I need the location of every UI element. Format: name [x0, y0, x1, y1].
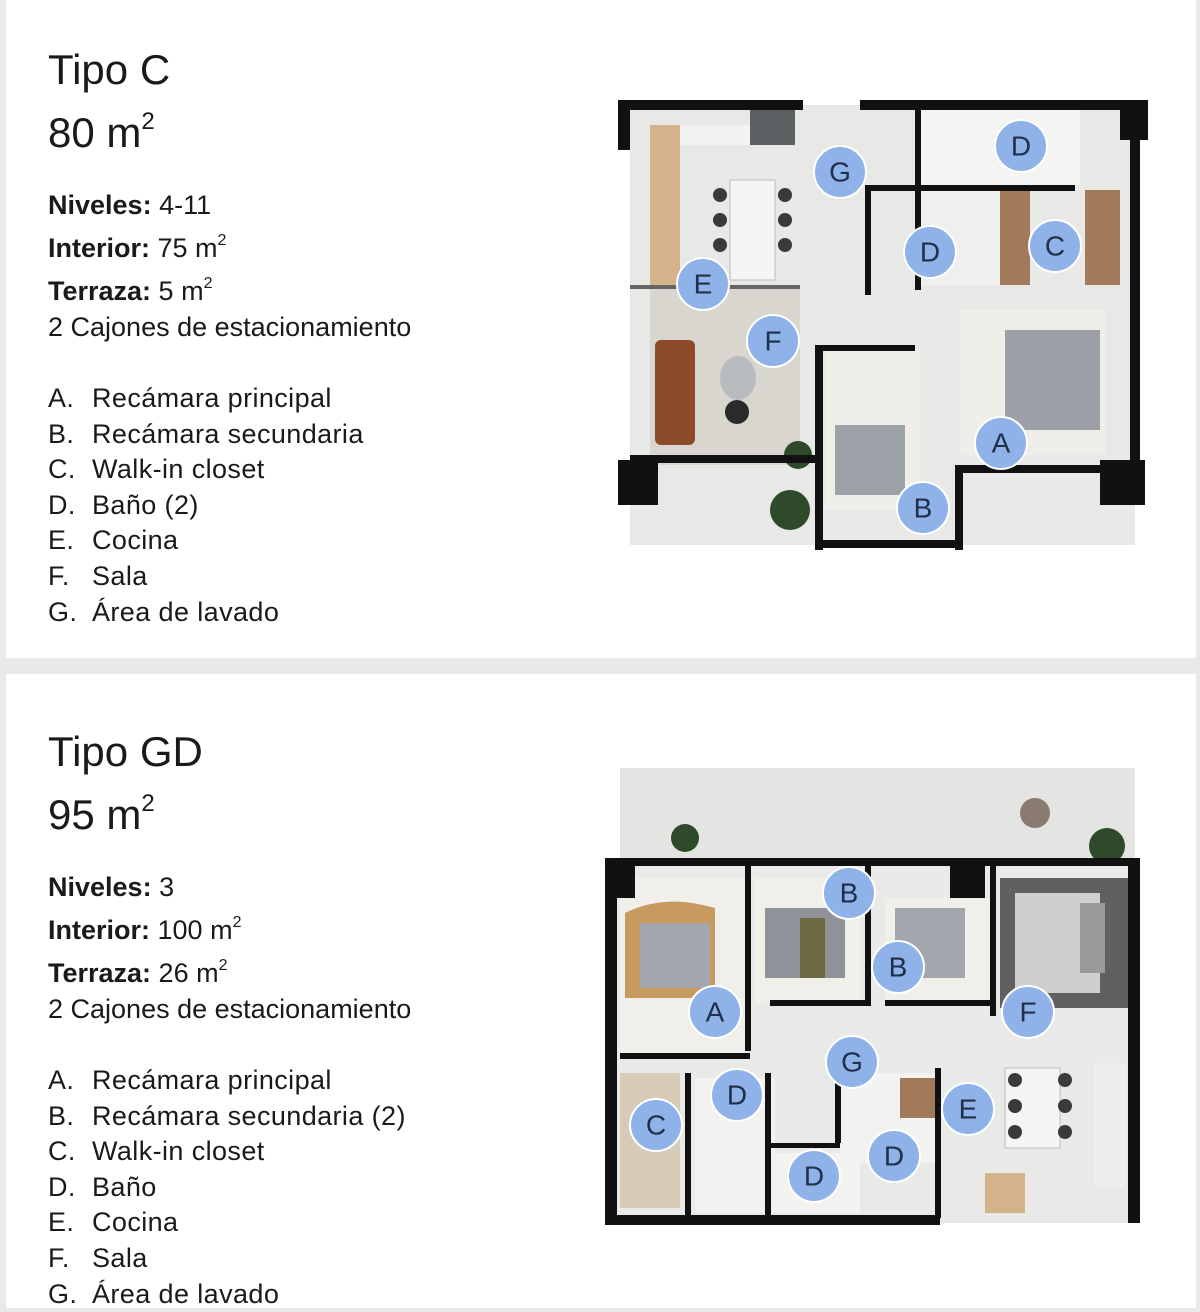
unit-specs — [48, 187, 411, 345]
room-marker — [1002, 986, 1054, 1038]
unit-title: Tipo C — [48, 46, 171, 93]
room-marker — [904, 226, 956, 278]
svg-text:E: E — [693, 268, 713, 300]
room-legend — [48, 381, 411, 630]
room-marker — [788, 1150, 840, 1202]
room-marker — [677, 258, 729, 310]
legend-item: F. Sala — [48, 560, 148, 591]
floor-plan-tipo-gd — [595, 768, 1150, 1230]
svg-text:G: G — [841, 1046, 863, 1078]
room-marker — [975, 417, 1027, 469]
room-marker — [689, 986, 741, 1038]
unit-title: Tipo GD — [48, 728, 203, 775]
unit-area: 80 $m^2$ — [48, 108, 155, 156]
room-legend — [48, 1063, 411, 1312]
unit-info-tipo-gd — [48, 726, 411, 1312]
svg-text:B: B — [888, 951, 908, 983]
legend-item: B. Recámara secundaria — [48, 418, 364, 449]
svg-text:A: A — [991, 427, 1011, 459]
svg-text:A: A — [705, 996, 725, 1028]
svg-text:E: E — [958, 1093, 978, 1125]
room-marker — [872, 941, 924, 993]
svg-text:D: D — [726, 1079, 748, 1111]
legend-item: D. Baño — [48, 1171, 157, 1202]
legend-item: C. Walk-in closet — [48, 454, 265, 485]
svg-text:G: G — [829, 156, 851, 188]
svg-text:C: C — [645, 1109, 667, 1141]
spec-niveles: Niveles: 4-11 — [48, 190, 212, 220]
svg-text:D: D — [1010, 130, 1032, 162]
unit-specs — [48, 869, 411, 1027]
svg-text:B: B — [913, 492, 933, 524]
legend-item: G. Área de lavado — [48, 1278, 280, 1309]
svg-text:D: D — [803, 1160, 825, 1192]
spec-interior: Interior: 100 $m^2$ — [48, 914, 242, 945]
unit-info-tipo-c — [48, 44, 411, 630]
room-marker — [747, 315, 799, 367]
legend-item: E. Cocina — [48, 525, 179, 556]
floor-plan-tipo-c — [610, 95, 1155, 555]
spec-parking: 2 Cajones de estacionamiento — [48, 312, 412, 342]
room-marker — [897, 482, 949, 534]
spec-interior: Interior: 75 $m^2$ — [48, 232, 227, 263]
room-marker — [995, 120, 1047, 172]
legend-item: A. Recámara principal — [48, 1065, 332, 1095]
svg-text:D: D — [919, 236, 941, 268]
svg-text:B: B — [839, 877, 859, 909]
room-marker — [826, 1036, 878, 1088]
svg-text:C: C — [1044, 230, 1066, 262]
unit-area: 95 $m^2$ — [48, 790, 155, 838]
room-marker — [823, 867, 875, 919]
legend-item: E. Cocina — [48, 1207, 179, 1238]
room-marker — [711, 1069, 763, 1121]
svg-text:F: F — [1019, 996, 1037, 1028]
room-marker — [942, 1083, 994, 1135]
room-marker — [630, 1099, 682, 1151]
legend-item: B. Recámara secundaria (2) — [48, 1100, 406, 1131]
legend-item: D. Baño (2) — [48, 489, 199, 520]
room-marker — [814, 146, 866, 198]
svg-text:D: D — [883, 1140, 905, 1172]
room-marker — [868, 1130, 920, 1182]
legend-item: F. Sala — [48, 1242, 148, 1273]
spec-terraza: Terraza: 5 $m^2$ — [48, 275, 213, 306]
legend-item: G. Área de lavado — [48, 596, 280, 627]
legend-item: A. Recámara principal — [48, 383, 332, 413]
room-marker — [1029, 220, 1081, 272]
legend-item: C. Walk-in closet — [48, 1136, 265, 1167]
spec-niveles: Niveles: 3 — [48, 872, 175, 902]
spec-terraza: Terraza: 26 $m^2$ — [48, 957, 228, 988]
svg-text:F: F — [764, 325, 782, 357]
spec-parking: 2 Cajones de estacionamiento — [48, 994, 412, 1024]
